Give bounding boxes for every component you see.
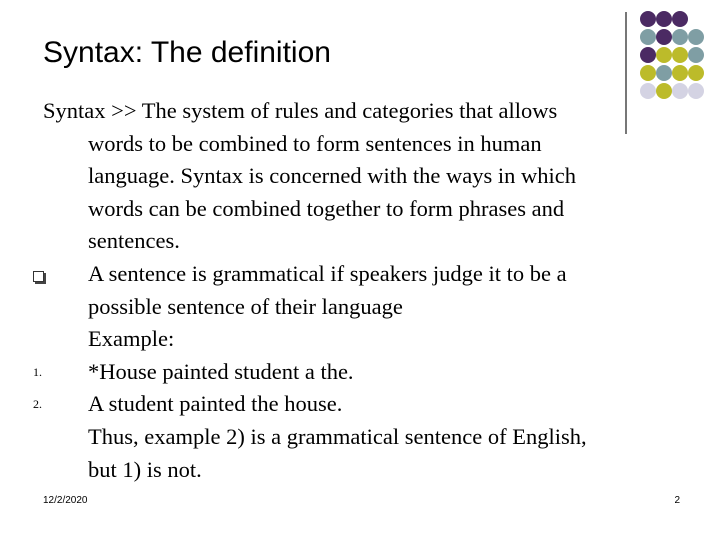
decorative-dot [640,83,656,99]
decorative-dot [640,65,656,81]
example-item-1 [33,356,587,389]
decorative-dot [640,47,656,63]
bullet-line: A sentence is grammatical if speakers judge it to be a [43,258,587,291]
definition-line: words can be combined together to form phrases and [88,195,565,221]
decorative-dot [640,29,656,45]
decorative-dot [640,11,656,27]
decorative-dot [672,47,688,63]
example-item-2 [33,388,587,421]
page-number: 2 [674,495,680,506]
definition-line: words to be combined to form sentences in human [88,130,542,156]
conclusion-line: Thus, example 2) is a grammatical sentence of English, [88,423,587,449]
example-item-text: A student painted the house. [88,391,343,417]
lead-term: Syntax [43,98,106,123]
definition-first-line [43,95,587,128]
decorative-dot [656,11,672,27]
lead-rest: >> The system of rules and categories that allows [105,98,558,123]
decorative-dot [688,65,704,81]
definition-line: language. Syntax is concerned with the ways in which [88,163,577,189]
decorative-dot [656,29,672,45]
decorative-dot [688,29,704,45]
bullet-continuation-line: possible sentence of their language [88,293,403,319]
decorative-dot [672,65,688,81]
decorative-dot [688,47,704,63]
definition-line: sentences. [88,228,180,254]
decorative-dot [656,65,672,81]
slide-title: Syntax: The definition [43,36,331,69]
list-marker: 1. [33,364,42,379]
slide-body [33,95,587,486]
example-label: Example: [88,326,175,352]
footer-date: 12/2/2020 [43,495,88,506]
checkbox-bullet-icon [33,271,44,282]
decorative-dot [656,83,672,99]
conclusion-line: but 1) is not. [88,456,202,482]
decorative-dot [672,29,688,45]
example-item-text: *House painted student a the. [88,358,354,384]
decorative-dot [672,83,688,99]
decorative-dot [688,83,704,99]
decorative-dot [672,11,688,27]
decorative-dot [656,47,672,63]
list-marker: 2. [33,397,42,412]
